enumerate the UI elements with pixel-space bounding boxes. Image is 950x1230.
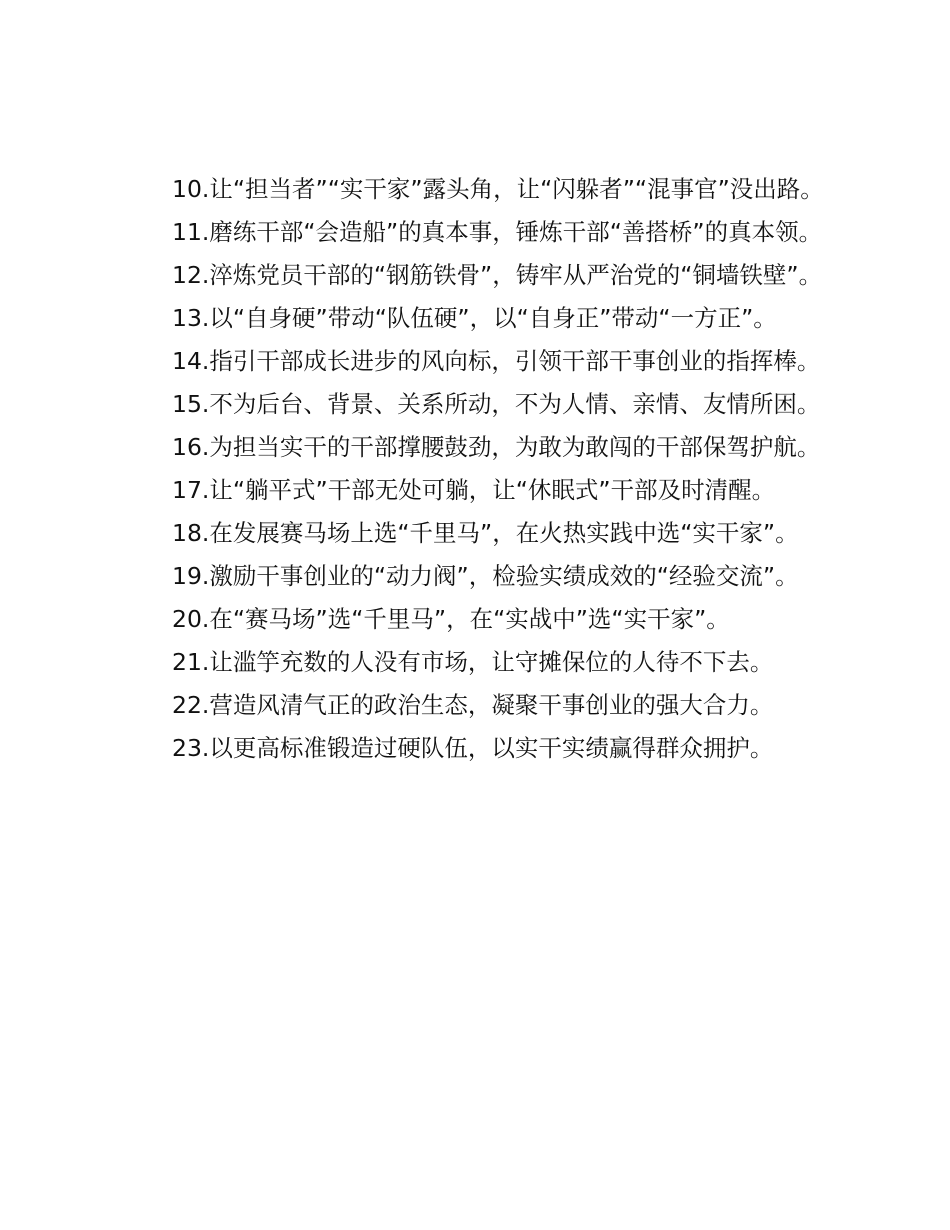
paragraph-23: 23.以更高标准锻造过硬队伍，以实干实绩赢得群众拥护。 xyxy=(172,734,774,762)
paragraph-22: 22.营造风清气正的政治生态，凝聚干事创业的强大合力。 xyxy=(172,691,774,719)
document-body xyxy=(124,168,828,770)
paragraph-18: 18.在发展赛马场上选“千里马”，在火热实践中选“实干家”。 xyxy=(172,519,799,547)
paragraph-10: 10.让“担当者”“实干家”露头角，让“闪躲者”“混事官”没出路。 xyxy=(172,175,824,203)
paragraph-16: 16.为担当实干的干部撑腰鼓劲，为敢为敢闯的干部保驾护航。 xyxy=(172,433,821,461)
paragraph-19: 19.激励干事创业的“动力阀”，检验实绩成效的“经验交流”。 xyxy=(172,562,799,590)
paragraph-15: 15.不为后台、背景、关系所动，不为人情、亲情、友情所困。 xyxy=(172,390,821,418)
paragraph-11: 11.磨练干部“会造船”的真本事，锤炼干部“善搭桥”的真本领。 xyxy=(172,218,823,246)
paragraph-12: 12.淬炼党员干部的“钢筋铁骨”，铸牢从严治党的“铜墙铁壁”。 xyxy=(172,261,823,289)
paragraph-20: 20.在“赛马场”选“千里马”，在“实战中”选“实干家”。 xyxy=(172,605,730,633)
paragraph-17: 17.让“躺平式”干部无处可躺，让“休眠式”干部及时清醒。 xyxy=(172,476,776,504)
paragraph-21: 21.让滥竽充数的人没有市场，让守摊保位的人待不下去。 xyxy=(172,648,774,676)
paragraph-14: 14.指引干部成长进步的风向标，引领干部干事创业的指挥棒。 xyxy=(172,347,821,375)
paragraph-13: 13.以“自身硬”带动“队伍硬”，以“自身正”带动“一方正”。 xyxy=(172,304,777,332)
